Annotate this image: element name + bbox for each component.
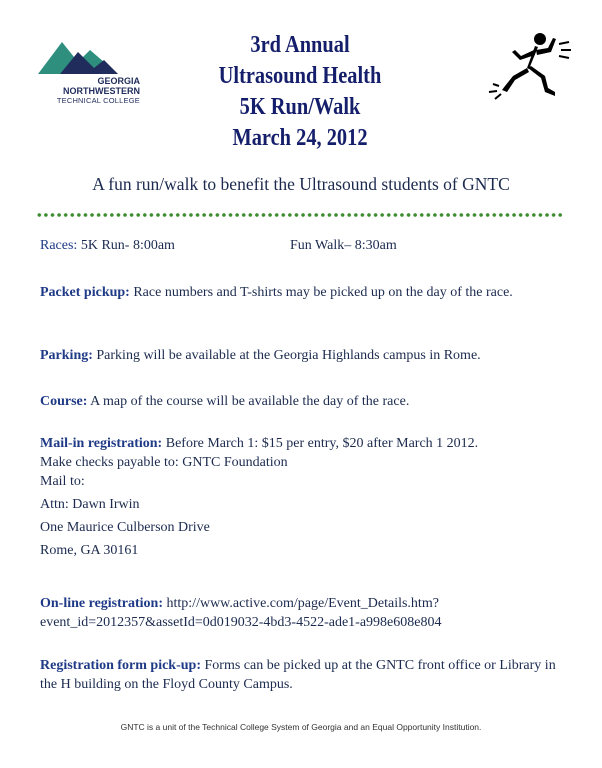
online-registration-label: On-line registration:: [40, 596, 164, 611]
mail-attn: Attn: Dawn Irwin: [40, 497, 140, 512]
mail-city: Rome, GA 30161: [40, 543, 139, 558]
course-section: [40, 393, 570, 411]
dotted-divider: [36, 212, 564, 218]
title-line-4: March 24, 2012: [232, 125, 368, 151]
logo-line-technical-college: TECHNICAL COLLEGE: [56, 96, 140, 105]
online-registration-section: [40, 594, 570, 632]
course-text: A map of the course will be available the day of the race.: [90, 394, 410, 409]
form-pickup-label: Registration form pick-up:: [40, 658, 201, 673]
title-line-3: 5K Run/Walk: [239, 94, 361, 120]
form-pickup-section: [40, 656, 570, 694]
packet-pickup-section: [40, 284, 570, 302]
event-title: [207, 30, 394, 154]
logo-line-georgia: GEORGIA: [97, 76, 140, 86]
course-label: Course:: [40, 394, 88, 409]
parking-section: [40, 347, 570, 365]
online-registration-url-2[interactable]: event_id=2012357&assetId=0d019032-4bd3-4522-ade1-a998e608e804: [40, 615, 442, 630]
college-logo: [30, 38, 140, 118]
mountain-logo-icon: [38, 38, 133, 78]
packet-pickup-text: Race numbers and T-shirts may be picked up on the day of the race.: [133, 285, 513, 300]
mail-in-section: [40, 434, 570, 560]
packet-pickup-label: Packet pickup:: [40, 285, 130, 300]
mail-to-label: Mail to:: [40, 474, 85, 489]
title-line-1: 3rd Annual: [250, 32, 350, 58]
races-walk-time: Fun Walk– 8:30am: [290, 238, 397, 253]
parking-text: Parking will be available at the Georgia Highlands campus in Rome.: [96, 348, 481, 363]
mail-in-fees: Before March 1: $15 per entry, $20 after March 1 2012.: [165, 436, 479, 451]
races-run-time: 5K Run- 8:00am: [80, 238, 175, 253]
mail-in-checks: Make checks payable to: GNTC Foundation: [40, 455, 288, 470]
logo-line-northwestern: NORTHWESTERN: [63, 86, 140, 96]
footer-disclaimer: GNTC is a unit of the Technical College System of Georgia and an Equal Opportunity Institution.: [120, 722, 482, 732]
title-line-2: Ultrasound Health: [218, 63, 382, 89]
races-label: Races:: [40, 238, 78, 253]
form-pickup-text: Forms can be picked up at the GNTC front office or Library in the H building on the Floyd County Campus.: [40, 658, 556, 692]
mail-in-label: Mail-in registration:: [40, 436, 163, 451]
mail-street: One Maurice Culberson Drive: [40, 520, 210, 535]
running-man-icon: [485, 30, 575, 102]
parking-label: Parking:: [40, 348, 93, 363]
races-section: [40, 237, 570, 255]
event-subtitle: A fun run/walk to benefit the Ultrasound students of GNTC: [92, 174, 510, 194]
online-registration-url-1[interactable]: http://www.active.com/page/Event_Details.htm?: [166, 596, 439, 611]
